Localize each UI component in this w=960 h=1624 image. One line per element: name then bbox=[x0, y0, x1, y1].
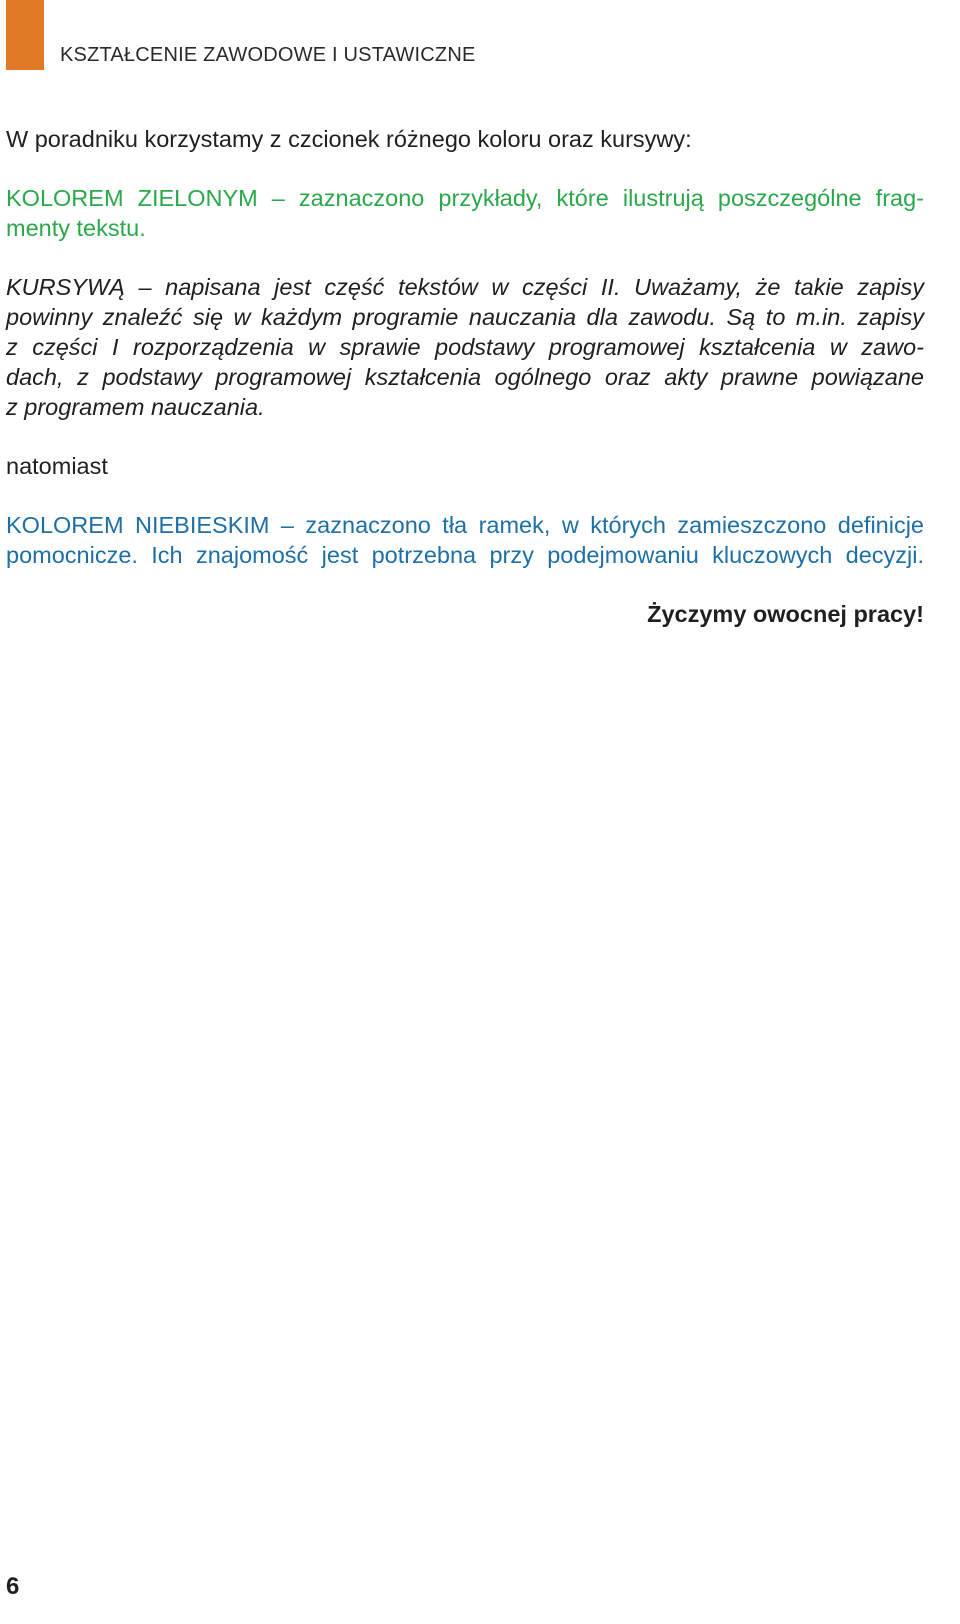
page-number: 6 bbox=[6, 1573, 20, 1600]
blue-paragraph-line: pomocnicze. Ich znajomość jest potrzebna przy podejmowaniu kluczowych decyzji. bbox=[6, 542, 924, 568]
green-paragraph-line: KOLOREM ZIELONYM – zaznaczono przykłady, które ilustrują poszczególne frag- bbox=[6, 185, 924, 211]
connector-text: natomiast bbox=[6, 453, 108, 479]
blue-paragraph-line: KOLOREM NIEBIESKIM – zaznaczono tła ramek, w których zamieszczono definicje bbox=[6, 512, 924, 538]
green-example-paragraph bbox=[6, 183, 924, 243]
italic-paragraph bbox=[6, 272, 924, 422]
section-header-title: KSZTAŁCENIE ZAWODOWE I USTAWICZNE bbox=[60, 44, 476, 66]
header-accent-bar bbox=[6, 0, 44, 70]
italic-paragraph-line: KURSYWĄ – napisana jest część tekstów w części II. Uważamy, że takie zapisy bbox=[6, 274, 924, 300]
green-paragraph-line: menty tekstu. bbox=[6, 215, 146, 241]
italic-paragraph-line: powinny znaleźć się w każdym programie nauczania dla zawodu. Są to m.in. zapisy bbox=[6, 304, 924, 330]
page-content bbox=[6, 124, 924, 629]
italic-paragraph-line: z programem nauczania. bbox=[6, 394, 265, 420]
italic-paragraph-line: dach, z podstawy programowej kształcenia ogólnego oraz akty prawne powiązane bbox=[6, 364, 924, 390]
blue-definition-paragraph bbox=[6, 510, 924, 570]
closing-wish: Życzymy owocnej pracy! bbox=[647, 601, 924, 627]
intro-paragraph: W poradniku korzystamy z czcionek różnego koloru oraz kursywy: bbox=[6, 126, 692, 152]
italic-paragraph-line: z części I rozporządzenia w sprawie podstawy programowej kształcenia w zawo- bbox=[6, 334, 924, 360]
